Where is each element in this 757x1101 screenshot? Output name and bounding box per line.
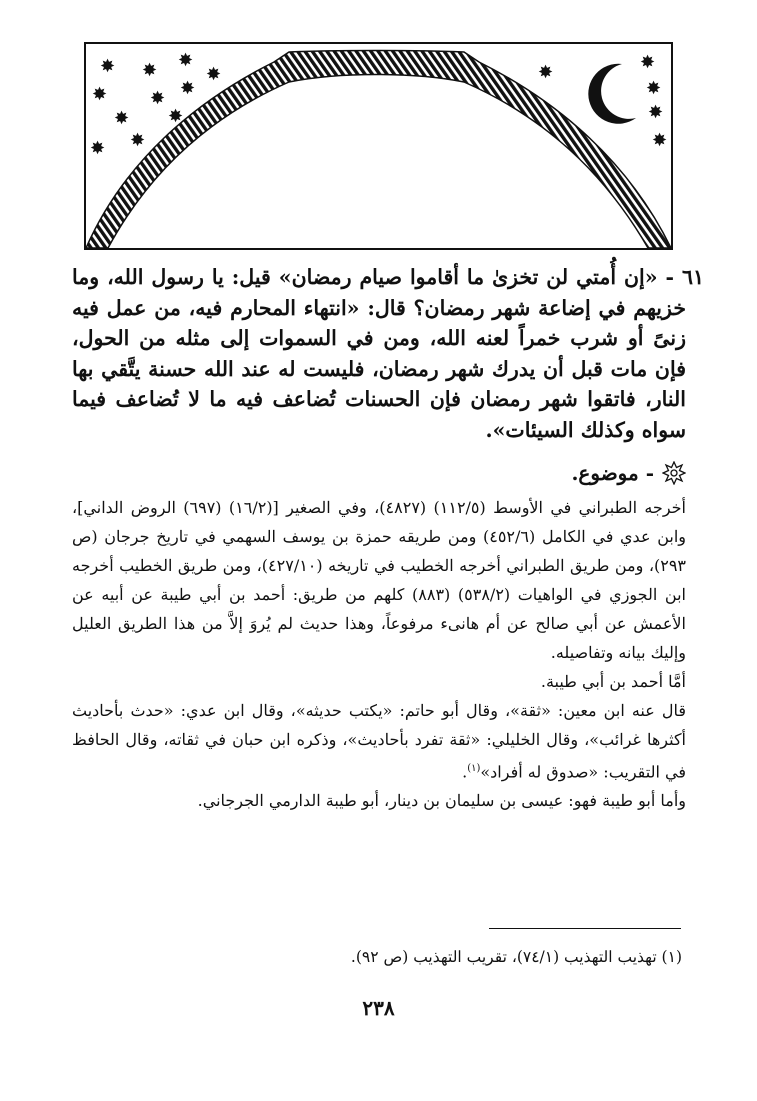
grade-line [72, 459, 686, 487]
commentary-text: قال عنه ابن معين: «ثقة»، وقال أبو حاتم: «يكتب حديثه»، وقال ابن عدي: «حدث بأحاديث أكثرها غرائب»، وقال الخليلي: «ثقة تفرد بأحاديث»، وذكره ابن حبان في ثقاته، وقال الحافظ في التقريب: «صدوق له أفراد» [72, 701, 686, 782]
commentary-paragraph: أخرجه الطبراني في الأوسط (١١٢/٥) (٤٨٢٧)، وفي الصغير [(١٦/٢) (٦٩٧) الروض الداني]، وابن عدي في الكامل (٤٥٢/٦) ومن طريقه حمزة بن يوسف السهمي في تاريخ جرجان (ص ٢٩٣)، ومن طريق الطبراني أخرجه الخطيب في تاريخه (٤٢٧/١٠)، ومن طريق الخطيب أخرجه ابن الجوزي في الواهيات (٥٣٨/٢) (٨٨٣) كلهم من طريق: أحمد بن أبي طيبة عن أبيه عن الأعمش عن أبي صالح عن أم هانىء مرفوعاً، وهذا حديث لم يُروَ إلاَّ من هذا الطريق العليل وإليك بيانه وتفاصيله. [72, 498, 687, 662]
svg-text:✸: ✸ [646, 78, 662, 99]
svg-text:✸: ✸ [640, 52, 656, 73]
svg-text:✸: ✸ [92, 84, 108, 105]
hadith-text: «إن أُمتي لن تخزىٰ ما أقاموا صيام رمضان» قيل: يا رسول الله، وما خزيهم في إضاعة شهر رمضان؟ قال: «انتهاء المحارم فيه، من عمل فيه زنىً أو شرب خمراً لعنه الله، ومن في السموات إلى مثله من الحول، فإن مات قبل أن يدرك شهر رمضان، فليست له عند الله حسنة يتَّقي بها النار، فاتقوا شهر رمضان فإن الحسنات تُضاعف فيه ما لا تُضاعف فيما سواه وكذلك السيئات». [72, 265, 686, 442]
svg-text:✸: ✸ [538, 62, 554, 83]
hadith-number: ٦١ - [665, 265, 704, 289]
header-ornament [84, 42, 673, 250]
svg-text:✸: ✸ [100, 56, 116, 77]
svg-text:✸: ✸ [114, 108, 130, 129]
footnote-ref[interactable]: (١) [467, 763, 481, 774]
svg-text:✸: ✸ [130, 130, 146, 151]
svg-text:✸: ✸ [178, 50, 194, 71]
grade-label: - موضوع. [571, 461, 654, 485]
commentary-paragraph: وأما أبو طيبة فهو: عيسى بن سليمان بن دينار، أبو طيبة الدارمي الجرجاني. [197, 791, 686, 811]
svg-text:✸: ✸ [168, 106, 184, 127]
commentary-paragraph [72, 696, 686, 786]
commentary-paragraph: أمَّا أحمد بن أبي طيبة. [540, 672, 686, 691]
flower-ornament-icon [662, 461, 686, 485]
footnote-separator [489, 928, 681, 929]
page-body [72, 262, 704, 815]
page-number: ٢٣٨ [362, 996, 395, 1020]
svg-text:✸: ✸ [648, 102, 664, 123]
svg-text:✸: ✸ [90, 138, 106, 159]
svg-text:✸: ✸ [206, 64, 222, 85]
commentary [72, 493, 686, 815]
svg-text:✸: ✸ [180, 78, 196, 99]
hadith-paragraph [72, 262, 704, 445]
svg-text:✸: ✸ [150, 88, 166, 109]
period: . [462, 762, 468, 782]
svg-text:✸: ✸ [652, 130, 668, 151]
footnote: (١) تهذيب التهذيب (٧٤/١)، تقريب التهذيب (ص ٩٢). [350, 948, 682, 966]
svg-text:✸: ✸ [142, 60, 158, 81]
